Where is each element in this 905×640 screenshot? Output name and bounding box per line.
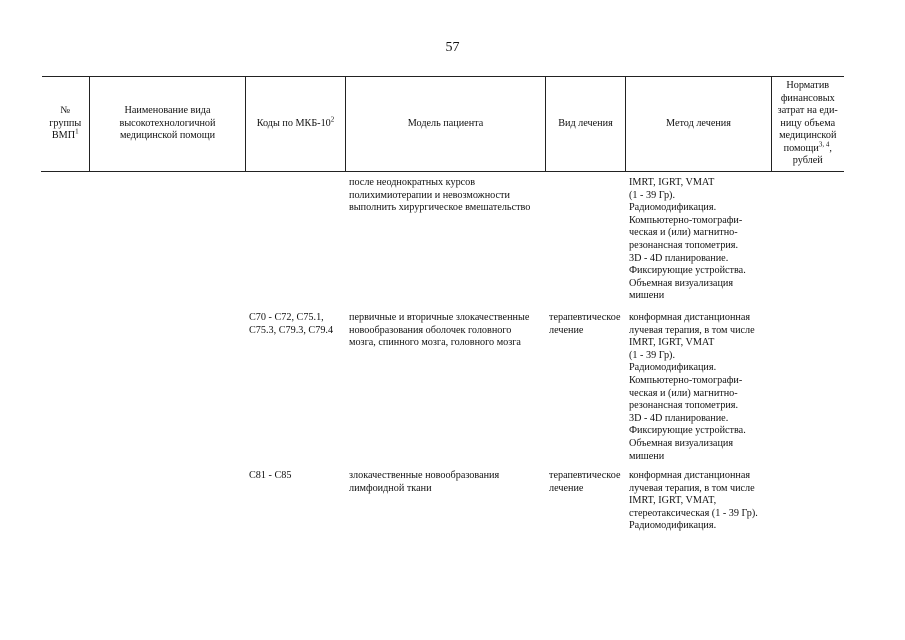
- cell-treatment-kind: [546, 172, 626, 307]
- cell-icd-codes: C81 - C85: [249, 470, 292, 481]
- cell-care-type: [90, 172, 246, 307]
- header-group-number: № группы ВМП$^1$: [42, 77, 90, 172]
- cell-icd-codes: C70 - C72, C75.1, C75.3, C79.3, C79.4: [249, 312, 334, 336]
- cell-treatment-method: конформная дистанционная лучевая терапия, в том числе IMRT, IGRT, VMAT (1 - 39 Гр). Радиомодификация. Компьютерно-томографи- ческая и (или) магнитно- резонансная топометрия. 3D - 4D планирование. Фиксирующие устройства. Объемная визуализация мишени: [629, 312, 755, 462]
- cell-treatment-kind: терапевтическое лечение: [549, 312, 621, 336]
- cell-group-number: [42, 306, 90, 464]
- header-treatment-method: Метод лечения: [626, 77, 772, 172]
- page-number: 57: [445, 40, 460, 55]
- cell-treatment-method: конформная дистанционная лучевая терапия, в том числе IMRT, IGRT, VMAT, стереотаксическая (1 - 39 Гр). Радиомодификация.: [629, 470, 758, 532]
- table-row: [42, 172, 844, 307]
- cell-treatment-kind: терапевтическое лечение: [549, 470, 621, 494]
- header-icd-codes: Коды по МКБ-$10^2$: [246, 77, 346, 172]
- header-patient-model: Модель пациента: [346, 77, 546, 172]
- cell-patient-model: первичные и вторичные злокачественные новообразования оболочек головного мозга, спинного мозга, головного мозга: [349, 312, 530, 349]
- table-row: [42, 464, 844, 533]
- table-row: [42, 306, 844, 464]
- header-treatment-kind: Вид лечения: [546, 77, 626, 172]
- table-header-row: [42, 77, 844, 172]
- cell-icd-codes: [246, 172, 346, 307]
- cell-cost-norm: [772, 306, 844, 464]
- header-cost-norm: Норматив финансовых затрат на еди- ницу объема медицинской помощи$^{3, 4}$, рублей: [772, 77, 844, 172]
- cell-care-type: [90, 464, 246, 533]
- cell-group-number: [42, 464, 90, 533]
- header-care-type: Наименование вида высокотехнологичной медицинской помощи: [90, 77, 246, 172]
- cell-patient-model: после неоднократных курсов полихимиотерапии и невозможности выполнить хирургическое вмешательство: [349, 177, 531, 214]
- cell-cost-norm: [772, 464, 844, 533]
- cell-group-number: [42, 172, 90, 307]
- vmp-table: [41, 76, 844, 533]
- cell-patient-model: злокачественные новообразования лимфоидной ткани: [349, 470, 500, 494]
- cell-care-type: [90, 306, 246, 464]
- cell-treatment-method: IMRT, IGRT, VMAT (1 - 39 Гр). Радиомодификация. Компьютерно-томографи- ческая и (или) магнитно- резонансная топометрия. 3D - 4D планирование. Фиксирующие устройства. Объемная визуализация мишени: [629, 177, 746, 302]
- cell-cost-norm: [772, 172, 844, 307]
